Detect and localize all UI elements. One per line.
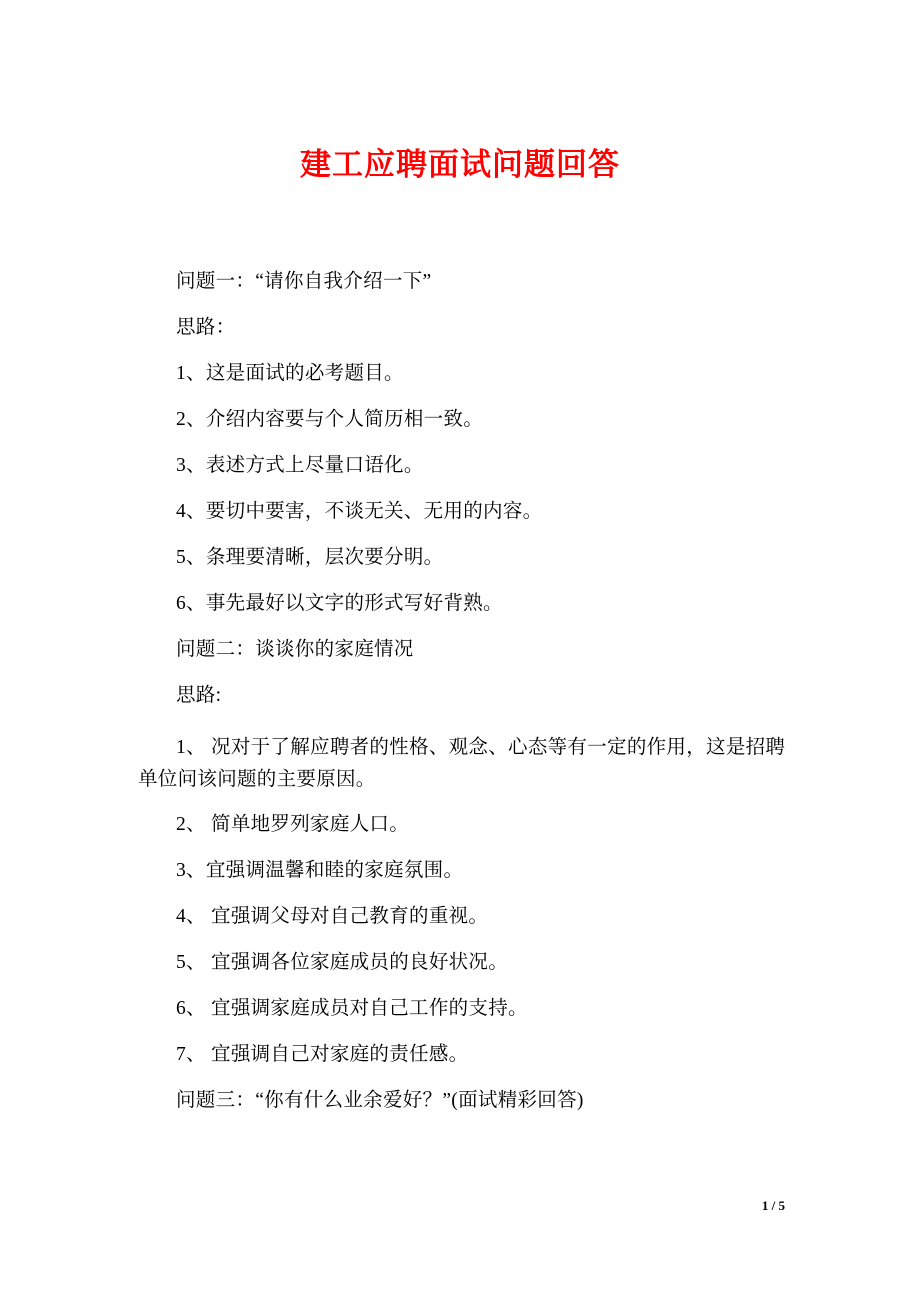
paragraph-question-three: 问题三：“你有什么业余爱好？”(面试精彩回答) — [176, 1090, 584, 1112]
paragraph-question-one: 问题一：“请你自我介绍一下” — [176, 271, 432, 292]
list-item: 3、表述方式上尽量口语化。 — [176, 455, 424, 476]
list-item: 5、条理要清晰，层次要分明。 — [176, 547, 444, 568]
list-item: 7、 宜强调自己对家庭的责任感。 — [176, 1044, 469, 1066]
paragraph-approach-label-2: 思路: — [176, 685, 222, 706]
list-item: 1、这是面试的必考题目。 — [176, 363, 404, 384]
list-item: 4、 宜强调父母对自己教育的重视。 — [176, 906, 489, 928]
list-item: 2、介绍内容要与个人简历相一致。 — [176, 409, 484, 430]
list-item: 2、 简单地罗列家庭人口。 — [176, 814, 410, 836]
page-number: 1 / 5 — [761, 1198, 785, 1213]
list-item: 6、事先最好以文字的形式写好背熟。 — [176, 593, 503, 614]
list-item: 3、宜强调温馨和睦的家庭氛围。 — [176, 860, 464, 882]
page-title: 建工应聘面试问题回答 — [300, 147, 620, 182]
paragraph-approach-label-1: 思路： — [176, 317, 236, 338]
list-item: 6、 宜强调家庭成员对自己工作的支持。 — [176, 998, 528, 1020]
paragraph-question-two: 问题二：谈谈你的家庭情况 — [176, 639, 414, 660]
list-item: 1、 况对于了解应聘者的性格、观念、心态等有一定的作用，这是招聘单位问该问题的主要原因。 — [138, 737, 786, 790]
list-item: 4、要切中要害，不谈无关、无用的内容。 — [176, 501, 543, 522]
document-body — [138, 272, 786, 1137]
list-item: 5、 宜强调各位家庭成员的良好状况。 — [176, 952, 509, 974]
